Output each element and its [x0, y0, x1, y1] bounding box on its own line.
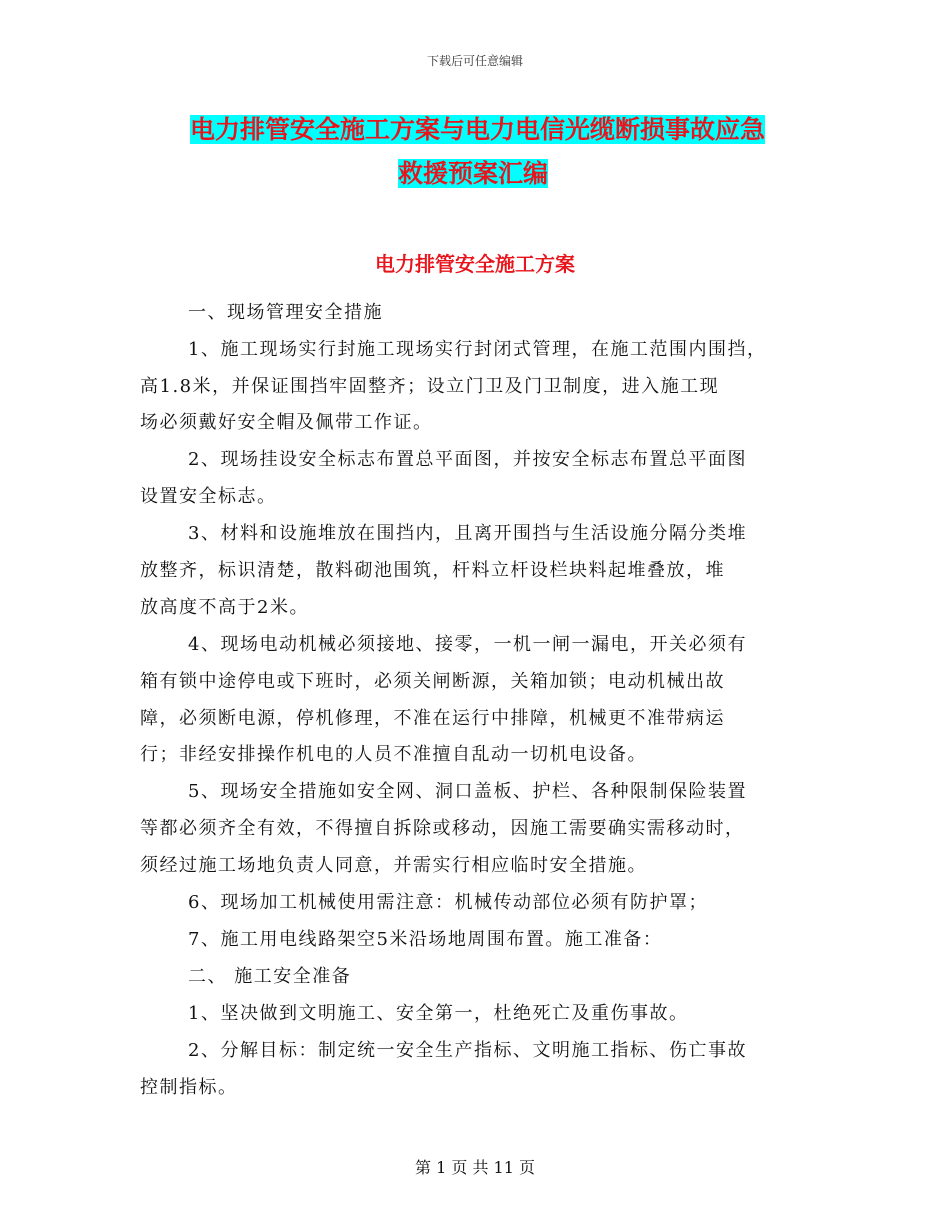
text-line: 须经过施工场地负责人同意，并需实行相应临时安全措施。: [140, 855, 647, 876]
text-line: 设置安全标志。: [140, 486, 277, 507]
text-line: 5、现场安全措施如安全网、洞口盖板、护栏、各种限制保险装置: [188, 781, 747, 802]
text-line: 行；非经安排操作机电的人员不准擅自乱动一切机电设备。: [140, 744, 647, 765]
page-footer: 第 1 页 共 11 页: [415, 1158, 535, 1177]
text-line: 障，必须断电源，停机修理，不准在运行中排障，机械更不准带病运: [140, 708, 725, 729]
text-line: 放整齐，标识清楚，散料砌池围筑，杆料立杆设栏块料起堆叠放，堆: [140, 560, 725, 581]
text-line: 放高度不高于2米。: [140, 597, 309, 618]
text-line: 2、分解目标：制定统一安全生产指标、文明施工指标、伤亡事故: [188, 1040, 747, 1061]
text-line: 4、现场电动机械必须接地、接零，一机一闸一漏电，开关必须有: [188, 634, 747, 655]
text-line: 3、材料和设施堆放在围挡内，且离开围挡与生活设施分隔分类堆: [188, 523, 747, 544]
text-line: 1、施工现场实行封施工现场实行封闭式管理，在施工范围内围挡，: [188, 339, 767, 360]
header-note: 下载后可任意编辑: [426, 54, 523, 68]
text-line: 控制指标。: [140, 1077, 238, 1098]
document-title-text-2: 救援预案汇编: [398, 159, 549, 188]
text-line: 1、坚决做到文明施工、安全第一，杜绝死亡及重伤事故。: [188, 1003, 689, 1024]
text-line: 箱有锁中途停电或下班时，必须关闸断源，关箱加锁；电动机械出故: [140, 671, 725, 692]
text-line: 场必须戴好安全帽及佩带工作证。: [140, 412, 433, 433]
text-line: 2、现场挂设安全标志布置总平面图，并按安全标志布置总平面图: [188, 449, 747, 470]
text-line: 7、施工用电线路架空5米沿场地周围布置。施工准备：: [188, 929, 663, 950]
document-title-text-1: 电力排管安全施工方案与电力电信光缆断损事故应急: [190, 115, 766, 144]
text-line: 6、现场加工机械使用需注意：机械传动部位必须有防护罩；: [188, 892, 708, 913]
text-line: 一、现场管理安全措施: [188, 302, 383, 323]
text-line: 高1.8米，并保证围挡牢固整齐；设立门卫及门卫制度，进入施工现: [140, 376, 720, 397]
text-line: 二、 施工安全准备: [188, 966, 352, 987]
text-line: 等都必须齐全有效，不得擅自拆除或移动，因施工需要确实需移动时，: [140, 818, 745, 839]
section-title: 电力排管安全施工方案: [375, 252, 575, 276]
body-text: [140, 0, 820, 1230]
